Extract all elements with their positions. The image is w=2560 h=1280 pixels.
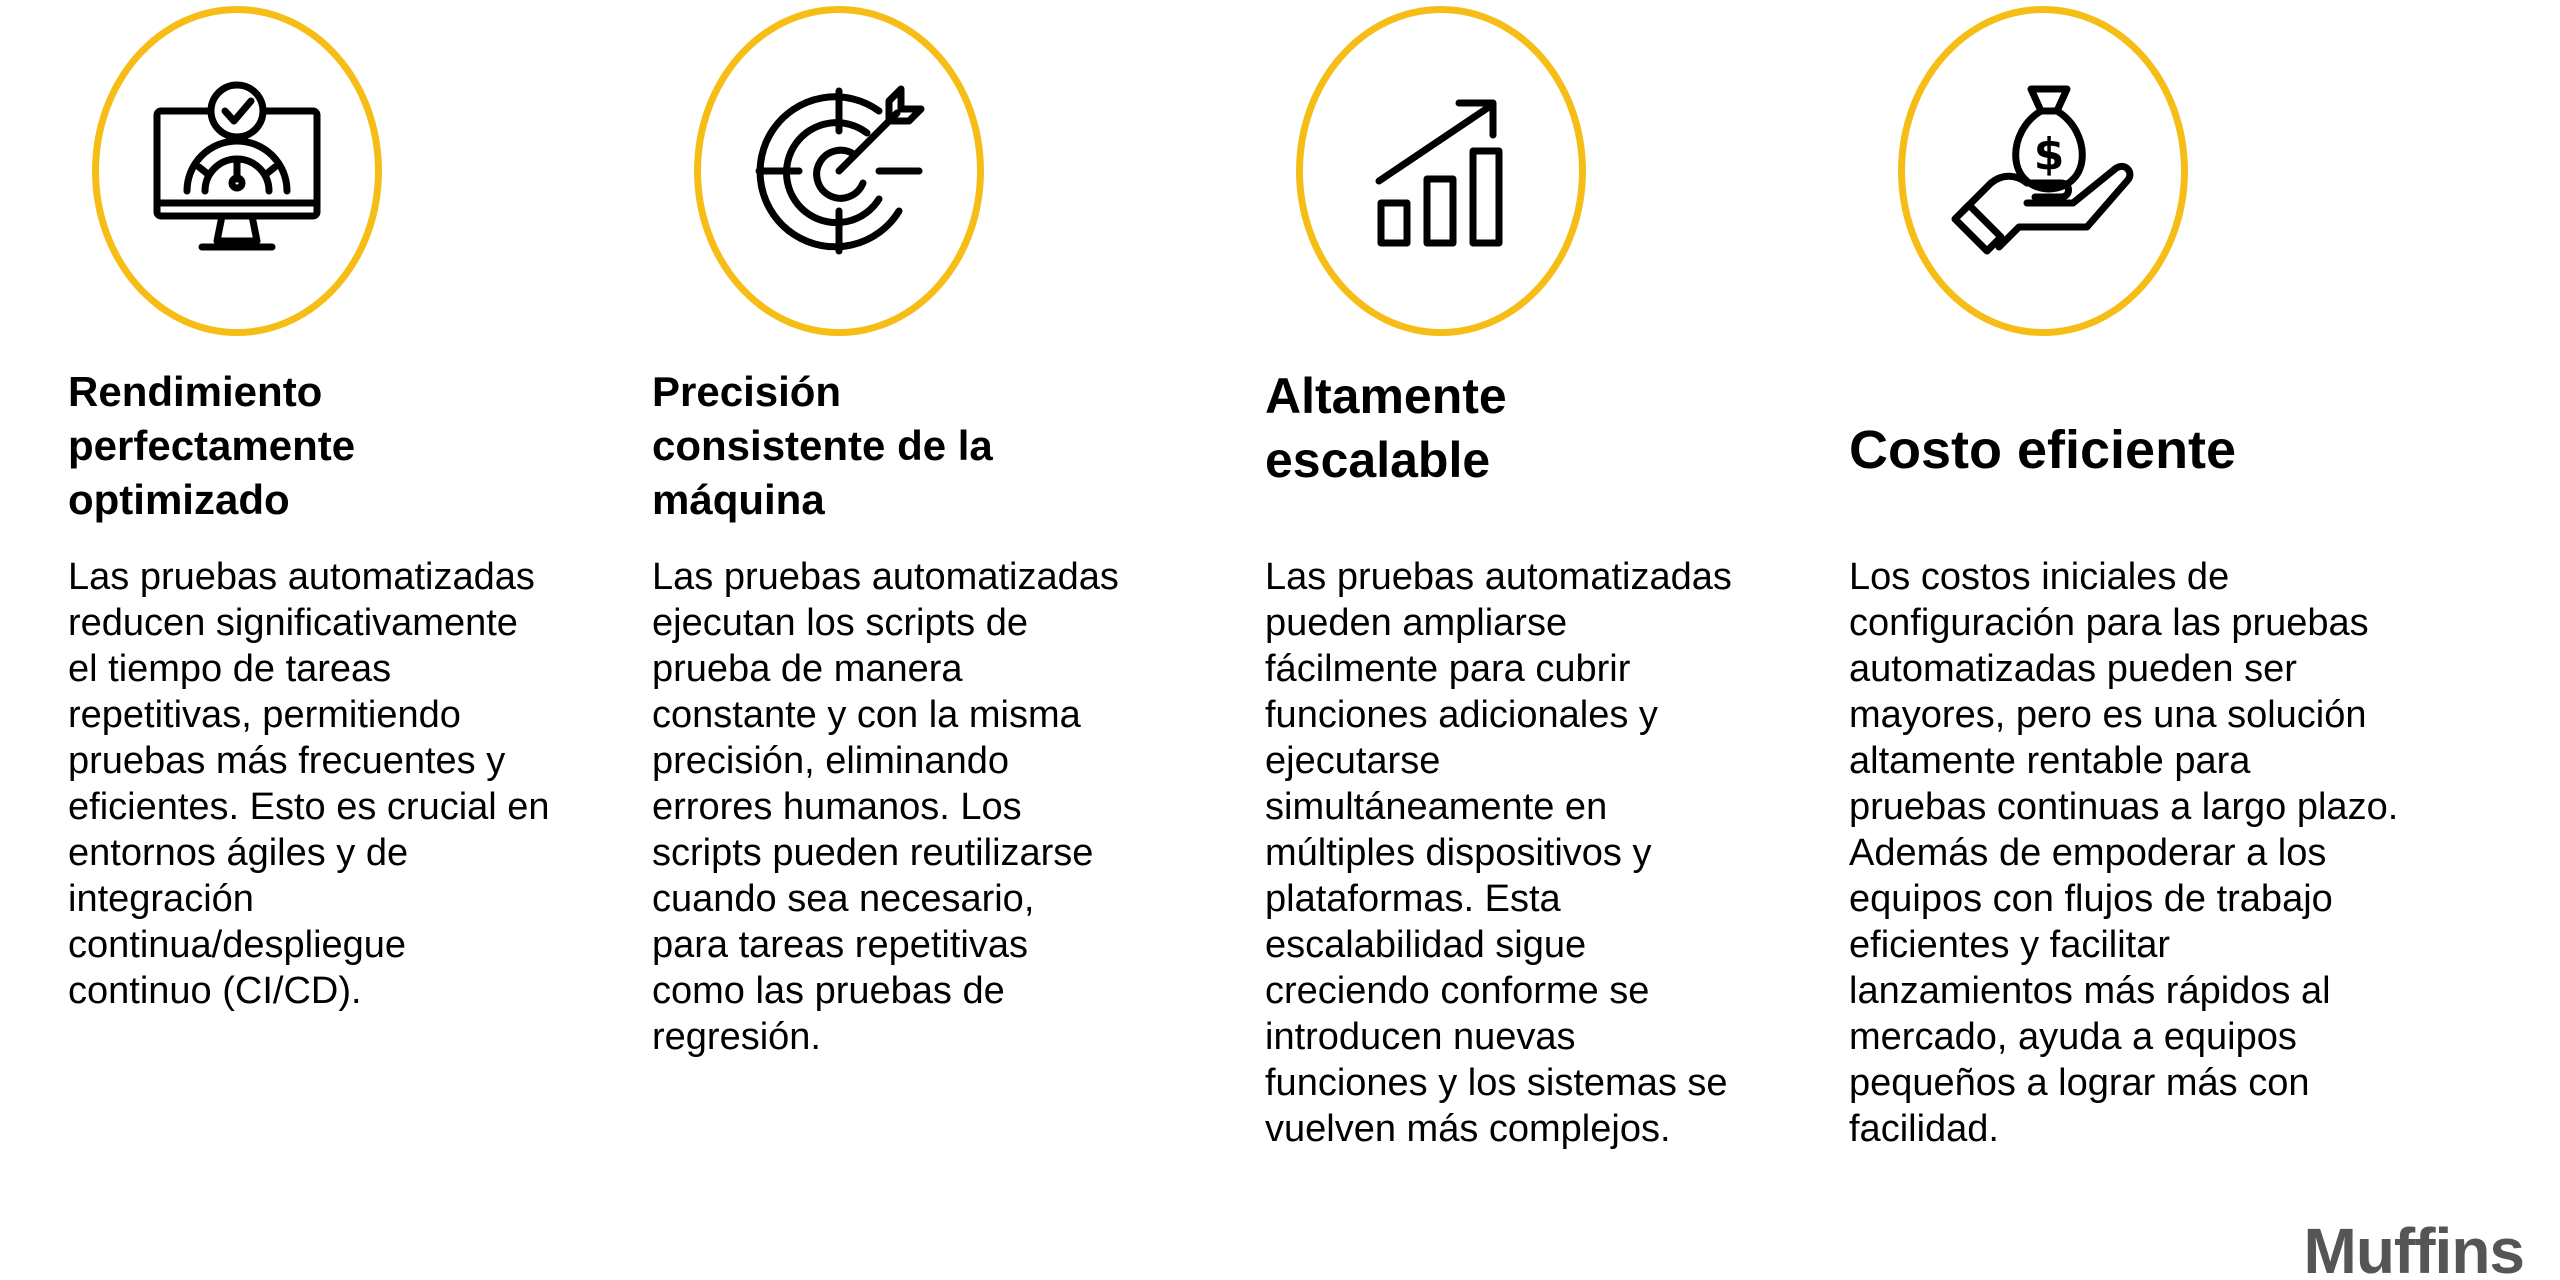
body-line: mayores, pero es una solución xyxy=(1849,694,2367,736)
body-line: para tareas repetitivas xyxy=(652,924,1028,966)
body-line: mercado, ayuda a equipos xyxy=(1849,1016,2297,1058)
body-line: Las pruebas automatizadas xyxy=(1265,556,1732,598)
body-line: continuo (CI/CD). xyxy=(68,970,362,1012)
card-3-title xyxy=(1265,364,1507,492)
card-1-title-line: optimizado xyxy=(68,476,290,523)
body-line: funciones y los sistemas se xyxy=(1265,1062,1728,1104)
card-3-title-line: escalable xyxy=(1265,432,1491,488)
body-line: creciendo conforme se xyxy=(1265,970,1650,1012)
svg-text:$: $ xyxy=(2033,129,2065,180)
body-line: pruebas más frecuentes y xyxy=(68,740,506,782)
card-1-title-line: perfectamente xyxy=(68,422,356,469)
body-line: escalabilidad sigue xyxy=(1265,924,1587,966)
body-line: eficientes y facilitar xyxy=(1849,924,2171,966)
body-line: fácilmente para cubrir xyxy=(1265,648,1631,690)
card-2-title xyxy=(652,365,993,527)
body-line: Los costos iniciales de xyxy=(1849,556,2230,598)
body-line: Además de empoderar a los xyxy=(1849,832,2327,874)
performance-monitor-icon xyxy=(137,71,337,271)
money-bag-hand-icon xyxy=(1943,71,2143,271)
card-1-description xyxy=(68,554,550,1014)
body-line: regresión. xyxy=(652,1016,821,1058)
card-2-description xyxy=(652,554,1119,1060)
card-3-icon-circle xyxy=(1296,6,1586,336)
body-line: equipos con flujos de trabajo xyxy=(1849,878,2333,920)
body-line: reducen significativamente xyxy=(68,602,518,644)
body-line: pueden ampliarse xyxy=(1265,602,1568,644)
body-line: integración xyxy=(68,878,254,920)
card-4-title-line: Costo eficiente xyxy=(1849,420,2237,480)
body-line: continua/despliegue xyxy=(68,924,407,966)
body-line: plataformas. Esta xyxy=(1265,878,1561,920)
muffins-logo xyxy=(2304,1214,2525,1280)
card-3-description xyxy=(1265,554,1732,1152)
body-line: ejecutan los scripts de xyxy=(652,602,1028,644)
body-line: prueba de manera xyxy=(652,648,963,690)
target-arrow-icon xyxy=(739,71,939,271)
card-4-description xyxy=(1849,554,2398,1152)
body-line: constante y con la misma xyxy=(652,694,1081,736)
body-line: pruebas continuas a largo plazo. xyxy=(1849,786,2399,828)
card-1-title xyxy=(68,365,355,527)
body-line: introducen nuevas xyxy=(1265,1016,1576,1058)
body-line: simultáneamente en xyxy=(1265,786,1608,828)
body-line: automatizadas pueden ser xyxy=(1849,648,2297,690)
card-2-icon-circle xyxy=(694,6,984,336)
body-line: el tiempo de tareas xyxy=(68,648,392,690)
body-line: Las pruebas automatizadas xyxy=(652,556,1119,598)
body-line: vuelven más complejos. xyxy=(1265,1108,1671,1150)
body-line: errores humanos. Los xyxy=(652,786,1022,828)
card-4-icon-circle xyxy=(1898,6,2188,336)
card-2-title-line: consistente de la xyxy=(652,422,993,469)
body-line: como las pruebas de xyxy=(652,970,1005,1012)
body-line: configuración para las pruebas xyxy=(1849,602,2369,644)
body-line: precisión, eliminando xyxy=(652,740,1009,782)
card-3-title-line: Altamente xyxy=(1265,368,1507,424)
body-line: scripts pueden reutilizarse xyxy=(652,832,1094,874)
card-2-title-line: Precisión xyxy=(652,368,842,415)
body-line: múltiples dispositivos y xyxy=(1265,832,1652,874)
body-line: pequeños a lograr más con xyxy=(1849,1062,2310,1104)
body-line: entornos ágiles y de xyxy=(68,832,409,874)
body-line: eficientes. Esto es crucial en xyxy=(68,786,550,828)
body-line: Las pruebas automatizadas xyxy=(68,556,535,598)
body-line: cuando sea necesario, xyxy=(652,878,1035,920)
card-1-icon-circle xyxy=(92,6,382,336)
body-line: facilidad. xyxy=(1849,1108,1999,1150)
body-line: altamente rentable para xyxy=(1849,740,2251,782)
card-4-title xyxy=(1849,418,2236,482)
growth-chart-icon xyxy=(1341,71,1541,271)
card-1-title-line: Rendimiento xyxy=(68,368,323,415)
body-line: lanzamientos más rápidos al xyxy=(1849,970,2331,1012)
card-2-title-line: máquina xyxy=(652,476,825,523)
body-line: funciones adicionales y xyxy=(1265,694,1658,736)
logo-text: Muffins xyxy=(2303,1215,2524,1280)
body-line: ejecutarse xyxy=(1265,740,1441,782)
body-line: repetitivas, permitiendo xyxy=(68,694,461,736)
